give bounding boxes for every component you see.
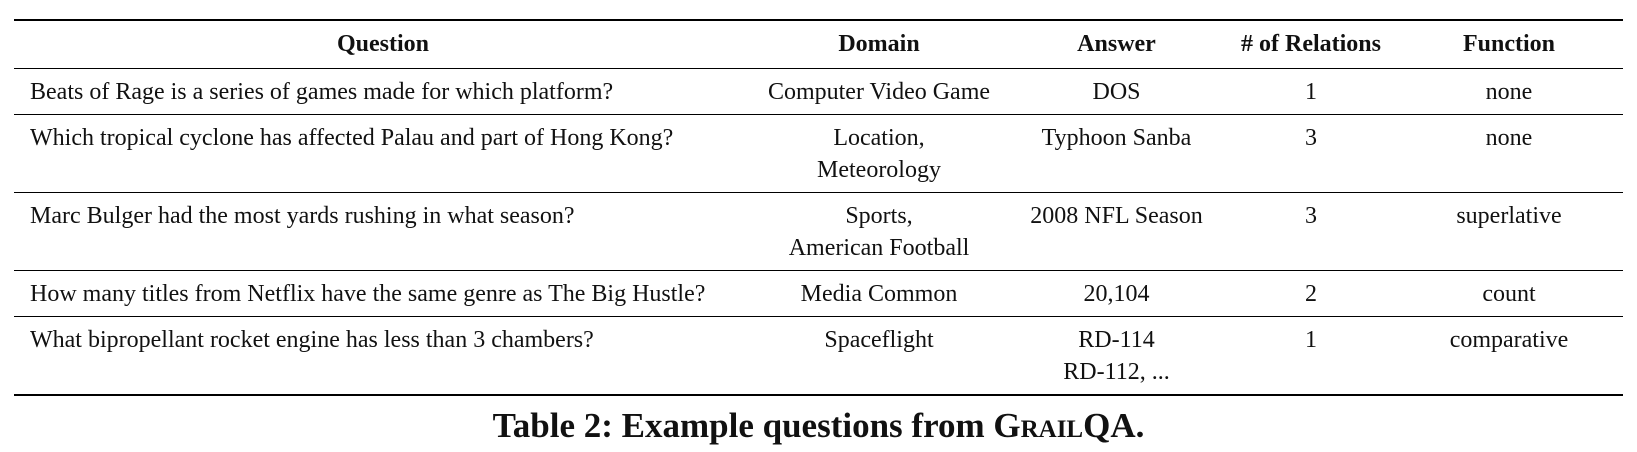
domain-cell <box>752 316 1006 395</box>
domain-line: Media Common <box>800 280 958 307</box>
header-question: Question <box>336 31 429 58</box>
table-row <box>14 192 1623 270</box>
domain-line: Location, <box>833 124 925 151</box>
relations-cell: 1 <box>1305 78 1317 105</box>
caption-dataset-name: GrailQA <box>993 406 1136 445</box>
header-function: Function <box>1462 31 1555 58</box>
answer-cell <box>1006 114 1227 192</box>
answer-cell <box>1006 68 1227 114</box>
domain-cell <box>752 192 1006 270</box>
table-header-row <box>14 20 1623 68</box>
domain-cell <box>752 68 1006 114</box>
table-caption <box>0 406 1637 446</box>
question-cell: Beats of Rage is a series of games made for which platform? <box>30 78 614 105</box>
domain-line: American Football <box>788 234 970 261</box>
domain-cell <box>752 270 1006 316</box>
answer-cell <box>1006 316 1227 395</box>
relations-cell: 2 <box>1305 280 1317 307</box>
table-row <box>14 270 1623 316</box>
question-cell: What bipropellant rocket engine has less than 3 chambers? <box>30 326 594 353</box>
answer-line: RD-114 <box>1078 326 1155 353</box>
caption-prefix: Table 2: Example questions from <box>492 406 994 445</box>
domain-line: Spaceflight <box>824 326 934 353</box>
answer-line: 2008 NFL Season <box>1030 202 1203 229</box>
domain-line: Computer Video Game <box>767 78 991 105</box>
answer-line: 20,104 <box>1083 280 1150 307</box>
table-row <box>14 114 1623 192</box>
question-cell: Marc Bulger had the most yards rushing in what season? <box>30 202 575 229</box>
domain-line: Meteorology <box>817 156 941 183</box>
table-row <box>14 68 1623 114</box>
header-relations: # of Relations <box>1241 31 1381 58</box>
caption-suffix: . <box>1135 406 1145 445</box>
answer-cell <box>1006 192 1227 270</box>
answer-line: DOS <box>1092 78 1141 105</box>
answer-line: Typhoon Sanba <box>1041 124 1192 151</box>
function-cell: superlative <box>1456 202 1562 229</box>
relations-cell: 3 <box>1305 124 1317 151</box>
question-cell: Which tropical cyclone has affected Palau and part of Hong Kong? <box>30 124 674 151</box>
example-questions-table <box>14 19 1623 396</box>
function-cell: none <box>1485 124 1533 151</box>
table-row <box>14 316 1623 395</box>
relations-cell: 1 <box>1305 326 1317 353</box>
answer-line: RD-112, ... <box>1063 358 1170 385</box>
function-cell: none <box>1485 78 1533 105</box>
domain-line: Sports, <box>845 202 913 229</box>
header-answer: Answer <box>1077 31 1156 58</box>
function-cell: comparative <box>1449 326 1569 353</box>
function-cell: count <box>1482 280 1536 307</box>
answer-cell <box>1006 270 1227 316</box>
header-domain: Domain <box>838 31 920 58</box>
relations-cell: 3 <box>1305 202 1317 229</box>
domain-cell <box>752 114 1006 192</box>
question-cell: How many titles from Netflix have the same genre as The Big Hustle? <box>30 280 706 307</box>
